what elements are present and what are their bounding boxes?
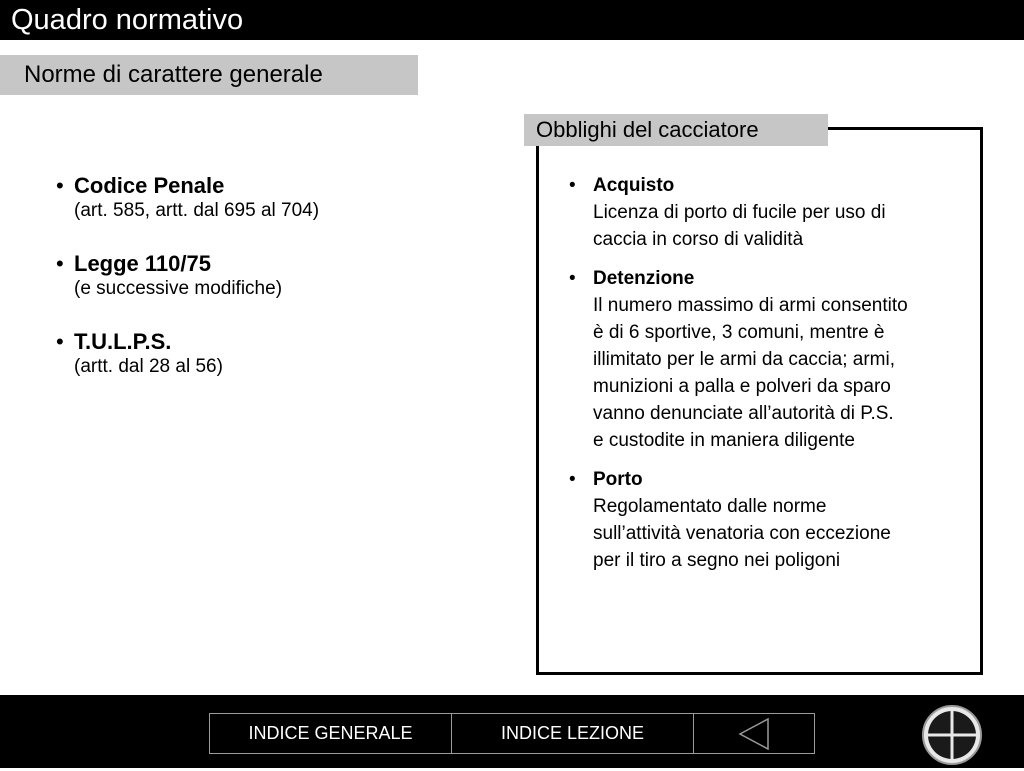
norm-title: Codice Penale (74, 173, 225, 198)
general-index-button[interactable]: INDICE GENERALE (210, 714, 452, 753)
norm-detail: (art. 585, artt. dal 695 al 704) (74, 200, 320, 221)
lesson-index-button[interactable]: INDICE LEZIONE (452, 714, 694, 753)
general-norms-list (56, 170, 496, 404)
list-item (569, 466, 974, 574)
obligations-tab-label: Obblighi del cacciatore (524, 114, 828, 146)
bullet-icon: • (56, 329, 64, 354)
obligation-body: Il numero massimo di armi consentito è di 6 sportive, 3 comuni, mentre è illimitato per le armi da caccia; armi, munizioni a palla e polveri da sparo vanno denunciate all’autorità di P.S. e custodite in maniera diligente (593, 295, 908, 451)
obligation-title: Acquisto (593, 175, 675, 196)
norm-title: Legge 110/75 (74, 251, 211, 276)
page-title: Quadro normativo (11, 4, 244, 36)
header-bar (0, 0, 1024, 40)
section-title: Norme di carattere generale (0, 55, 418, 95)
crosshair-button[interactable] (921, 704, 983, 766)
footer-nav (209, 713, 815, 754)
obligation-body: Licenza di porto di fucile per uso di caccia in corso di validità (593, 202, 886, 250)
list-item (569, 172, 974, 253)
obligation-title: Porto (593, 469, 643, 490)
list-item (56, 170, 496, 223)
triangle-left-icon (737, 718, 771, 750)
norm-title: T.U.L.P.S. (74, 329, 172, 354)
crosshair-icon (921, 704, 983, 766)
bullet-icon: • (569, 268, 576, 289)
back-button[interactable] (694, 714, 814, 753)
bullet-icon: • (56, 173, 64, 198)
list-item (56, 248, 496, 301)
list-item (56, 326, 496, 379)
obligations-list (569, 172, 974, 586)
bullet-icon: • (569, 469, 576, 490)
norm-detail: (artt. dal 28 al 56) (74, 356, 223, 377)
norm-detail: (e successive modifiche) (74, 278, 283, 299)
obligation-body: Regolamentato dalle norme sull’attività venatoria con eccezione per il tiro a segno nei poligoni (593, 496, 891, 571)
list-item (569, 265, 974, 454)
bullet-icon: • (56, 251, 64, 276)
obligation-title: Detenzione (593, 268, 695, 289)
bullet-icon: • (569, 175, 576, 196)
